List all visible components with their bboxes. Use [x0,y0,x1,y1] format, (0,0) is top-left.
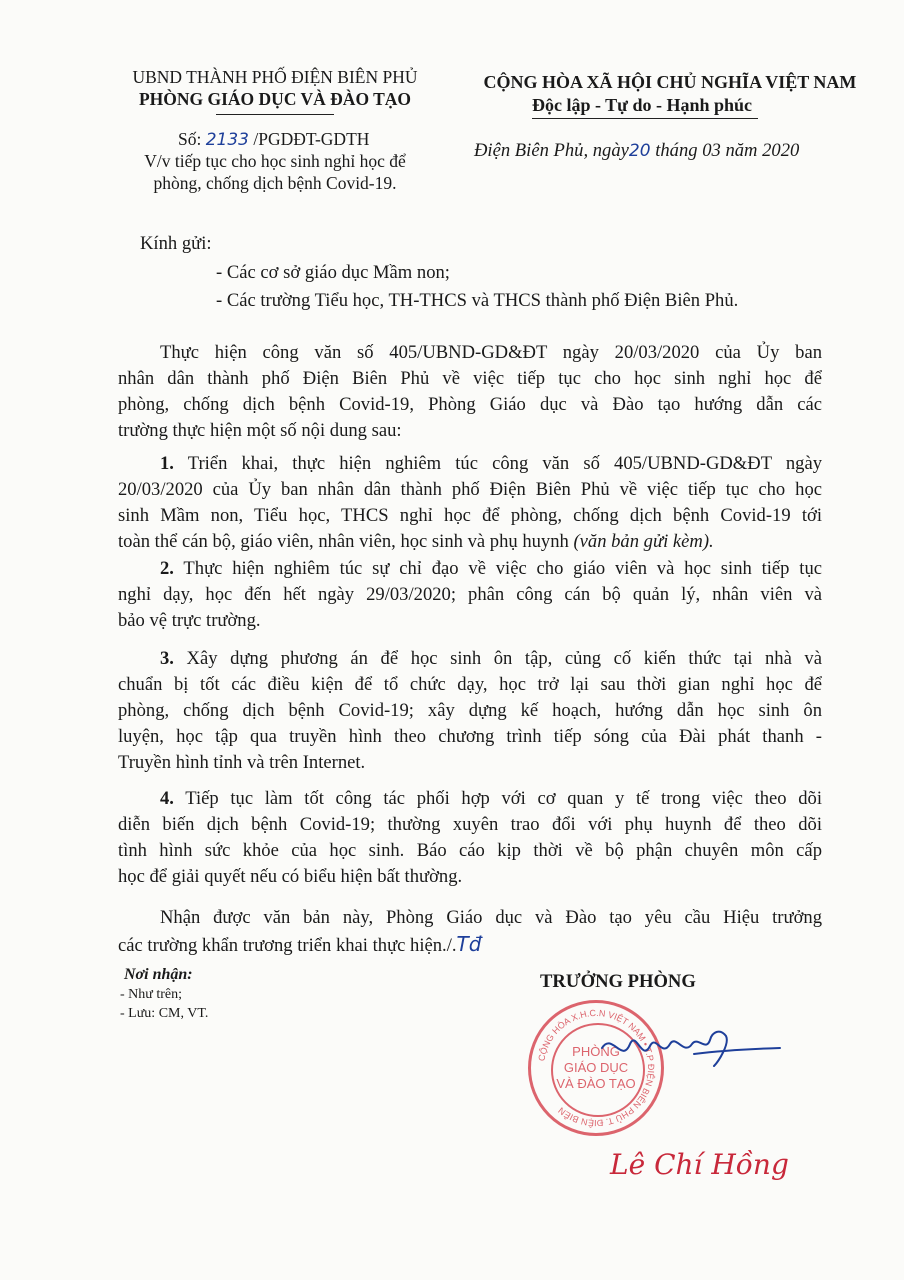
signer-title: TRƯỞNG PHÒNG [540,971,696,992]
doc-no-handwritten: 2133 [205,130,249,150]
item-line: luyện, học tập qua truyền hình theo chương trình tiếp sóng của Đài phát thanh - [118,726,822,747]
handwritten-initials: Tđ [456,932,482,956]
instruction-item-2 [118,557,822,633]
item-number: 3. [160,648,174,669]
instruction-item-3 [118,647,822,777]
closing-line-2: các trường khẩn trương triển khai thực hiện./.Tđ [118,932,482,956]
issuer-underline [216,114,334,115]
closing-paragraph [118,906,822,960]
item-line: 4. Tiếp tục làm tốt công tác phối hợp với cơ quan y tế trong việc theo dõi [160,788,822,809]
issuer-authority: UBND THÀNH PHỐ ĐIỆN BIÊN PHỦ [132,67,418,87]
item-line: diễn biến dịch bệnh Covid-19; thường xuyên trao đổi với phụ huynh để theo dõi [118,814,822,835]
distribution-label: Nơi nhận: [124,966,193,983]
item-number: 4. [160,788,174,809]
item-number: 2. [160,558,174,579]
signer-name: Lê Chí Hồng [610,1148,789,1181]
intro-line: Thực hiện công văn số 405/UBND-GD&ĐT ngày 20/03/2020 của Ủy ban [160,342,822,363]
instruction-item-1 [118,452,822,552]
date-suffix: tháng 03 năm 2020 [655,140,800,161]
item-line: nghỉ dạy, học đến hết ngày 29/03/2020; phân công cán bộ quản lý, nhân viên và [118,584,822,605]
national-motto: Độc lập - Tự do - Hạnh phúc [532,95,753,115]
signature-scribble [598,1018,788,1078]
intro-line: trường thực hiện một số nội dung sau: [118,420,402,441]
seal-text-line: GIÁO DỤC [563,1060,629,1075]
item-line: bảo vệ trực trường. [118,610,261,631]
intro-line: nhân dân thành phố Điện Biên Phủ về việc tiếp tục cho học sinh nghỉ học để [118,368,822,389]
subject-line-2: phòng, chống dịch bệnh Covid-19. [153,173,397,193]
date-day-handwritten: 20 [628,141,651,161]
recipient-item-2: - Các trường Tiểu học, TH-THCS và THCS thành phố Điện Biên Phủ. [216,290,739,311]
intro-paragraph [118,341,822,441]
item-line: 20/03/2020 của Ủy ban nhân dân thành phố Điện Biên Phủ về việc tiếp tục cho học [118,479,822,500]
distribution-item: - Lưu: CM, VT. [120,1006,209,1021]
item-line: 2. Thực hiện nghiêm túc sự chỉ đạo về việc cho giáo viên và học sinh tiếp tục [160,558,822,579]
motto-underline [532,118,758,119]
item-line: học để giải quyết nếu có biểu hiện bất thường. [118,866,463,887]
seal-text-line: PHÒNG [572,1044,620,1059]
document-number [178,128,369,151]
item-line: Truyền hình tỉnh và trên Internet. [118,752,366,773]
attachment-note: (văn bản gửi kèm). [573,531,714,552]
doc-no-prefix: Số: [178,129,202,149]
item-line: sinh Mầm non, Tiểu học, THCS nghỉ học để phòng, chống dịch bệnh Covid-19 tới [118,505,822,526]
item-line: toàn thể cán bộ, giáo viên, nhân viên, học sinh và phụ huynh (văn bản gửi kèm). [118,531,714,552]
issuer-department: PHÒNG GIÁO DỤC VÀ ĐÀO TẠO [138,89,412,109]
instruction-item-4 [118,787,822,891]
issuer-block [110,66,440,110]
closing-line-1: Nhận được văn bản này, Phòng Giáo dục và Đào tạo yêu cầu Hiệu trưởng [160,907,822,928]
item-number: 1. [160,453,174,474]
doc-no-suffix: /PGDĐT-GDTH [253,129,370,149]
subject-line-1: V/v tiếp tục cho học sinh nghỉ học để [144,151,406,171]
item-line: chuẩn bị tốt các điều kiện để tổ chức dạy, học trở lại sau thời gian nghỉ học để [118,674,822,695]
recipients-label: Kính gửi: [140,233,212,254]
document-subject [110,150,440,194]
item-line: tình hình sức khỏe của học sinh. Báo cáo kịp thời về bộ phận chuyên môn cấp [118,840,822,861]
distribution-block [120,965,209,1023]
intro-line: phòng, chống dịch bệnh Covid-19, Phòng Giáo dục và Đào tạo hướng dẫn các [118,394,822,415]
recipient-item-1: - Các cơ sở giáo dục Mầm non; [216,262,450,283]
country-name: CỘNG HÒA XÃ HỘI CHỦ NGHĨA VIỆT NAM [483,72,857,92]
date-prefix: Điện Biên Phủ, ngày [474,140,629,161]
seal-text-line: VÀ ĐÀO TẠO [556,1076,636,1091]
issue-date [474,139,799,163]
national-heading [460,70,880,94]
item-line: phòng, chống dịch bệnh Covid-19; xây dựng kế hoạch, hướng dẫn học sinh ôn [118,700,822,721]
distribution-item: - Như trên; [120,987,183,1002]
item-line: 3. Xây dựng phương án để học sinh ôn tập, củng cố kiến thức tại nhà và [160,648,822,669]
item-line: 1. Triển khai, thực hiện nghiêm túc công văn số 405/UBND-GD&ĐT ngày [160,453,822,474]
svg-text:CỘNG HÒA X.H.C.N VIỆT NAM • T.: CỘNG HÒA X.H.C.N VIỆT NAM • T.P ĐIỆN BIÊN PHỦ T. ĐIỆN BIÊN [536,1007,657,1129]
